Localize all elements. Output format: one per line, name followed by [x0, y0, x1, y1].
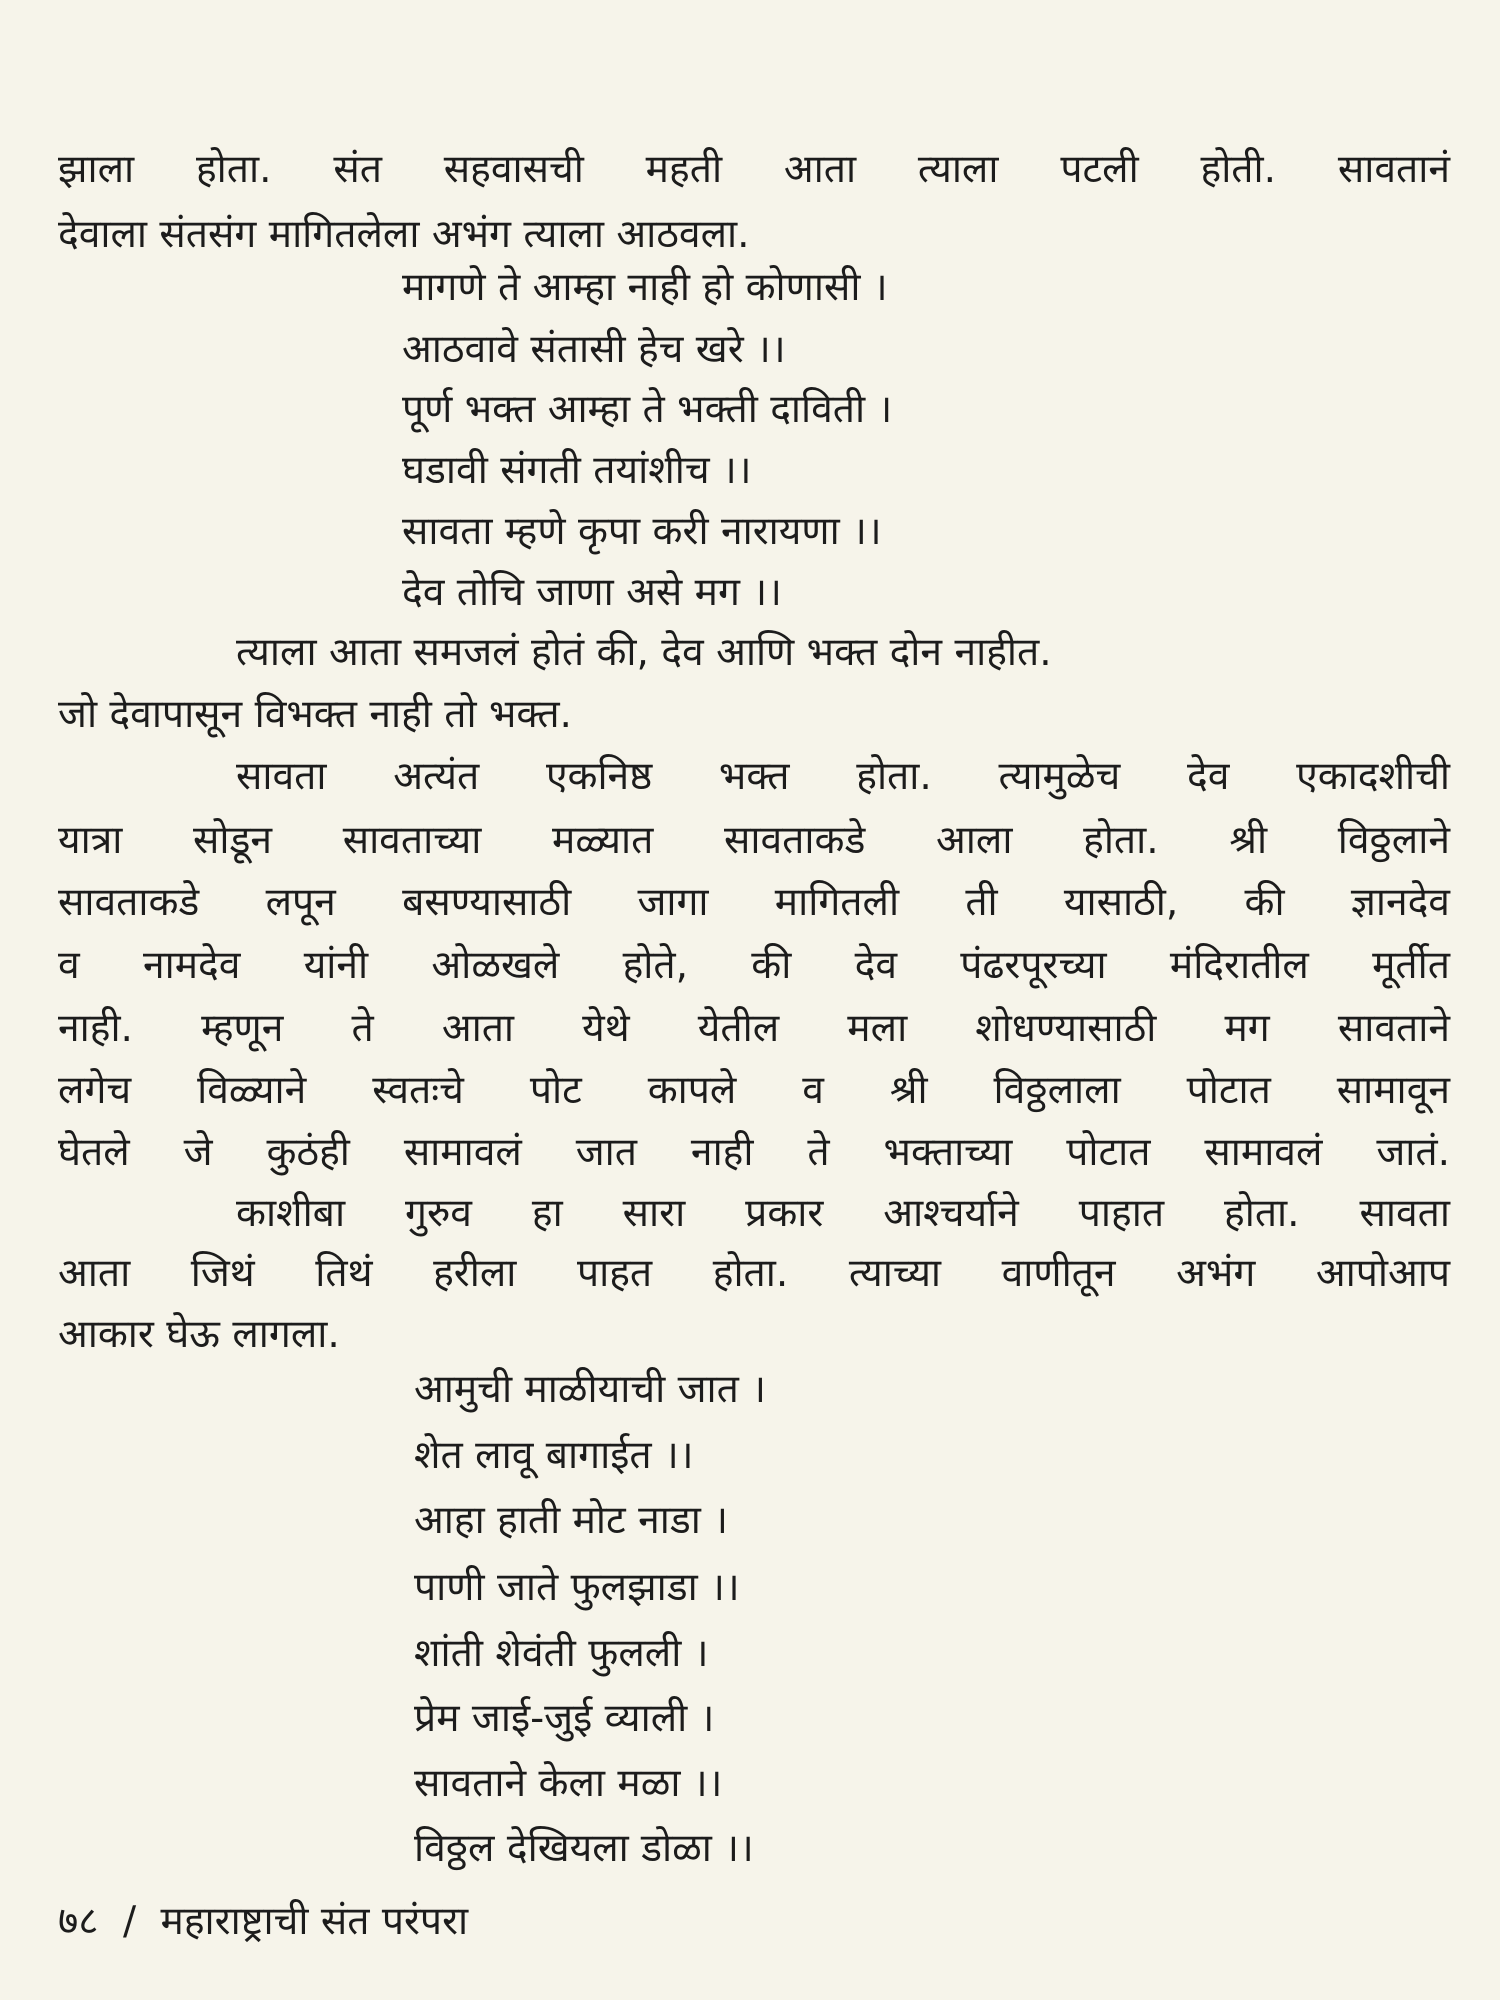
paragraph-line: आता जिथं तिथं हरीला पाहत होता. त्याच्या वाणीतून अभंग आपोआप — [58, 1251, 1450, 1296]
verse-line: आठवावे संतासी हेच खरे ।। — [402, 327, 786, 372]
verse-line: पूर्ण भक्त आम्हा ते भक्ती दाविती । — [402, 387, 893, 432]
verse-line: पाणी जाते फुलझाडा ।। — [414, 1565, 740, 1610]
paragraph-line: झाला होता. संत सहवासची महती आता त्याला पटली होती. सावतानं — [58, 147, 1450, 192]
paragraph-line: नाही. म्हणून ते आता येथे येतील मला शोधण्यासाठी मग सावताने — [58, 1006, 1450, 1051]
verse-line: आहा हाती मोट नाडा । — [414, 1498, 728, 1543]
page-number: ७८ — [58, 1899, 99, 1944]
verse-line: मागणे ते आम्हा नाही हो कोणासी । — [402, 265, 888, 310]
page-footer — [58, 1898, 468, 1946]
verse-line: शांती शेवंती फुलली । — [414, 1631, 709, 1676]
footer-separator: / — [122, 1899, 137, 1944]
verse-line: शेत लावू बागाईत ।। — [414, 1433, 694, 1478]
paragraph-line: लगेच विळ्याने स्वतःचे पोट कापले व श्री विठ्ठलाला पोटात सामावून — [58, 1068, 1450, 1113]
paragraph-line: सावताकडे लपून बसण्यासाठी जागा मागितली ती यासाठी, की ज्ञानदेव — [58, 880, 1450, 925]
paragraph-line: सावता अत्यंत एकनिष्ठ भक्त होता. त्यामुळेच देव एकादशीची — [236, 754, 1450, 799]
paragraph-line: व नामदेव यांनी ओळखले होते, की देव पंढरपूरच्या मंदिरातील मूर्तीत — [58, 943, 1450, 988]
paragraph-line: त्याला आता समजलं होतं की, देव आणि भक्त दोन नाहीत. — [236, 630, 1052, 675]
verse-line: प्रेम जाई-जुई व्याली । — [414, 1696, 715, 1741]
verse-line: सावता म्हणे कृपा करी नारायणा ।। — [402, 509, 882, 554]
paragraph-line: देवाला संतसंग मागितलेला अभंग त्याला आठवला. — [58, 212, 750, 257]
verse-line: आमुची माळीयाची जात । — [414, 1367, 767, 1412]
paragraph-line: घेतले जे कुठंही सामावलं जात नाही ते भक्ताच्या पोटात सामावलं जातं. — [58, 1130, 1450, 1175]
paragraph-line: जो देवापासून विभक्त नाही तो भक्त. — [58, 692, 572, 737]
verse-line: घडावी संगती तयांशीच ।। — [402, 448, 752, 493]
verse-line: विठ्ठल देखियला डोळा ।। — [414, 1826, 754, 1871]
verse-line: देव तोचि जाणा असे मग ।। — [402, 570, 782, 615]
paragraph-line: काशीबा गुरुव हा सारा प्रकार आश्चर्याने पाहात होता. सावता — [236, 1191, 1450, 1236]
book-title: महाराष्ट्राची संत परंपरा — [160, 1899, 469, 1944]
paragraph-line: आकार घेऊ लागला. — [58, 1312, 340, 1357]
verse-line: सावताने केला मळा ।। — [414, 1761, 723, 1806]
paragraph-line: यात्रा सोडून सावताच्या मळ्यात सावताकडे आला होता. श्री विठ्ठलाने — [58, 818, 1450, 863]
